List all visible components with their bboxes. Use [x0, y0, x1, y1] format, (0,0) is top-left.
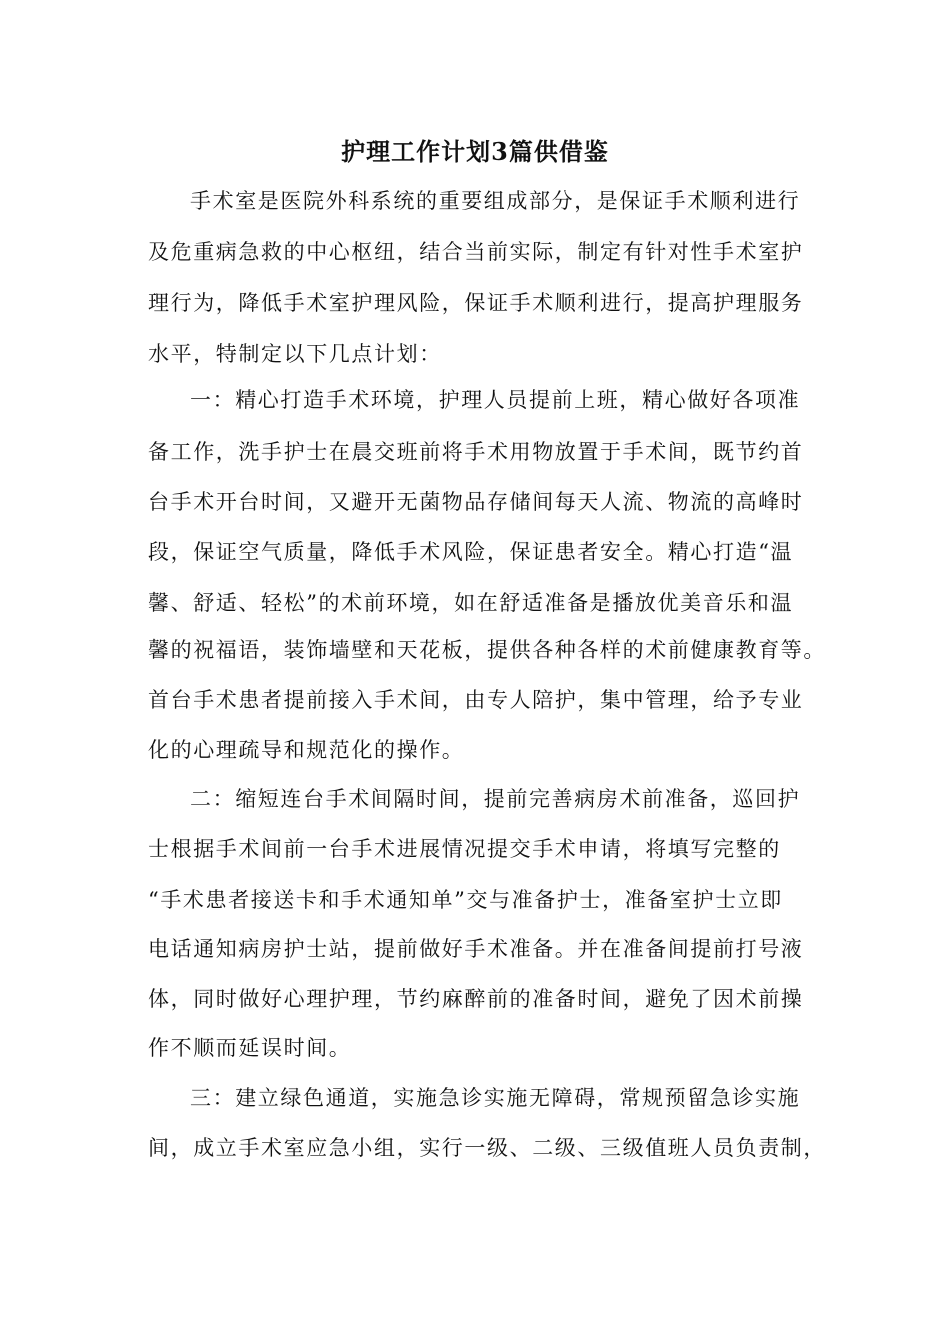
paragraph-3-line-4: 电话通知病房护士站，提前做好手术准备。并在准备间提前打号液: [148, 937, 804, 961]
paragraph-3-line-3: “手术患者接送卡和手术通知单”交与准备护士，准备室护士立即: [148, 888, 783, 912]
paragraph-2-line-4: 段，保证空气质量，降低手术风险，保证患者安全。精心打造“温: [148, 540, 794, 564]
paragraph-3-line-6: 作不顺而延误时间。: [148, 1036, 352, 1060]
paragraph-1-line-4: 水平，特制定以下几点计划：: [148, 342, 442, 366]
paragraph-4-line-2: 间，成立手术室应急小组，实行一级、二级、三级值班人员负责制，: [148, 1136, 826, 1160]
paragraph-2-line-2: 备工作，洗手护士在晨交班前将手术用物放置于手术间，既节约首: [148, 440, 804, 464]
paragraph-1-line-3: 理行为，降低手术室护理风险，保证手术顺利进行，提高护理服务: [148, 291, 804, 315]
paragraph-3-line-2: 士根据手术间前一台手术进展情况提交手术申请，将填写完整的: [148, 837, 781, 861]
paragraph-2-line-5: 馨、舒适、轻松”的术前环境，如在舒适准备是播放优美音乐和温: [148, 591, 794, 615]
paragraph-3-line-1: 二：缩短连台手术间隔时间，提前完善病房术前准备，巡回护: [190, 787, 801, 811]
paragraph-2-line-3: 台手术开台时间，又避开无菌物品存储间每天人流、物流的高峰时: [148, 490, 804, 514]
paragraph-2-line-7: 首台手术患者提前接入手术间，由专人陪护，集中管理，给予专业: [148, 688, 804, 712]
paragraph-2-line-6: 馨的祝福语，装饰墙壁和天花板，提供各种各样的术前健康教育等。: [148, 638, 826, 662]
paragraph-2-line-8: 化的心理疏导和规范化的操作。: [148, 738, 465, 762]
paragraph-1-line-1: 手术室是医院外科系统的重要组成部分，是保证手术顺利进行: [190, 189, 801, 213]
paragraph-3-line-5: 体，同时做好心理护理，节约麻醉前的准备时间，避免了因术前操: [148, 987, 804, 1011]
paragraph-4-line-1: 三：建立绿色通道，实施急诊实施无障碍，常规预留急诊实施: [190, 1086, 801, 1110]
document-title: 护理工作计划3篇供借鉴: [341, 137, 609, 166]
paragraph-1-line-2: 及危重病急救的中心枢纽，结合当前实际，制定有针对性手术室护: [148, 240, 804, 264]
paragraph-2-line-1: 一：精心打造手术环境，护理人员提前上班，精心做好各项准: [190, 388, 801, 412]
